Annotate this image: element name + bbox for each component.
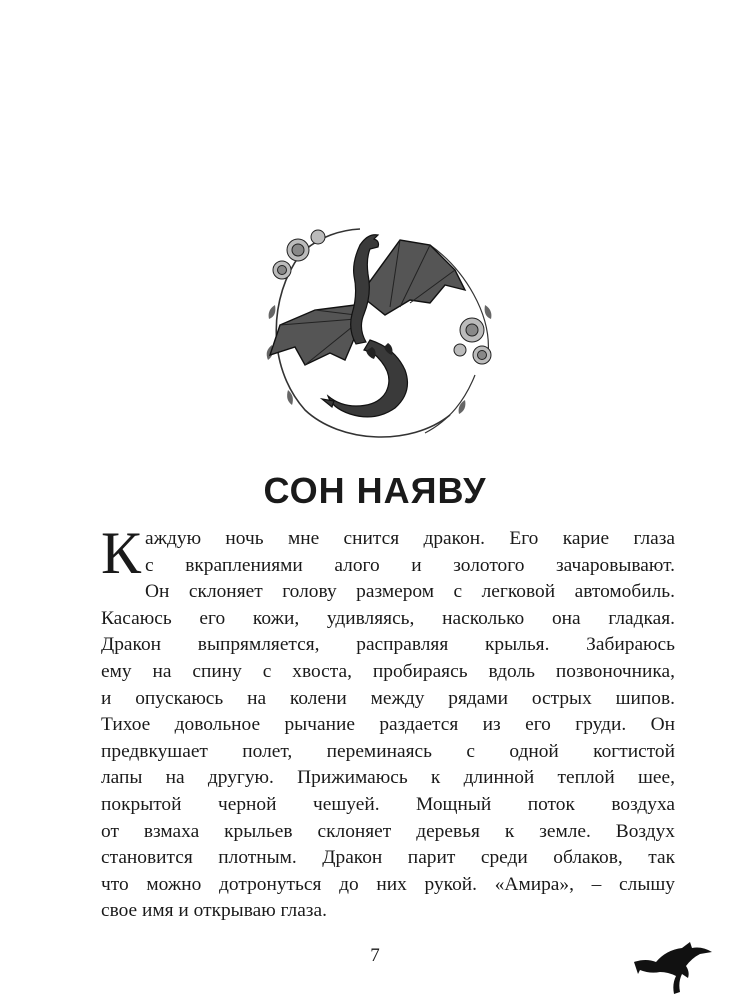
- text-line: Тихое довольное рычание раздается из его груди. Он: [101, 714, 675, 736]
- text-line: что можно дотронуться до них рукой. «Амира», – слышу: [101, 873, 675, 895]
- text-line: становится плотным. Дракон парит среди облаков, так: [101, 847, 675, 869]
- chapter-title: СОН НАЯВУ: [263, 470, 487, 511]
- page-number: 7: [370, 945, 380, 966]
- text-line: лапы на другую. Прижимаюсь к длинной теплой шее,: [101, 767, 675, 789]
- text-line: и опускаюсь на колени между рядами острых шипов.: [101, 687, 675, 709]
- text-line: с вкраплениями алого и золотого зачаровывают.: [145, 554, 675, 576]
- chapter-body: [101, 520, 675, 925]
- text-line: от взмаха крыльев склоняет деревья к земле. Воздух: [101, 820, 675, 842]
- text-line: ему на спину с хвоста, пробираясь вдоль позвоночника,: [101, 660, 675, 682]
- text-line: Он склоняет голову размером с легковой автомобиль.: [145, 581, 675, 603]
- dragon-silhouette-icon: [632, 940, 714, 996]
- dragon-rose-wreath-icon: [260, 215, 500, 445]
- text-line: аждую ночь мне снится дракон. Его карие глаза: [145, 528, 675, 549]
- text-line: Дракон выпрямляется, расправляя крылья. Забираюсь: [101, 634, 675, 656]
- text-line: Касаюсь его кожи, удивляясь, насколько она гладкая.: [101, 607, 675, 629]
- drop-cap: К: [101, 520, 142, 586]
- text-line: свое имя и открываю глаза.: [101, 900, 327, 922]
- text-line: покрытой черной чешуей. Мощный поток воздуха: [101, 793, 675, 815]
- text-line: предвкушает полет, переминаясь с одной когтистой: [101, 740, 675, 762]
